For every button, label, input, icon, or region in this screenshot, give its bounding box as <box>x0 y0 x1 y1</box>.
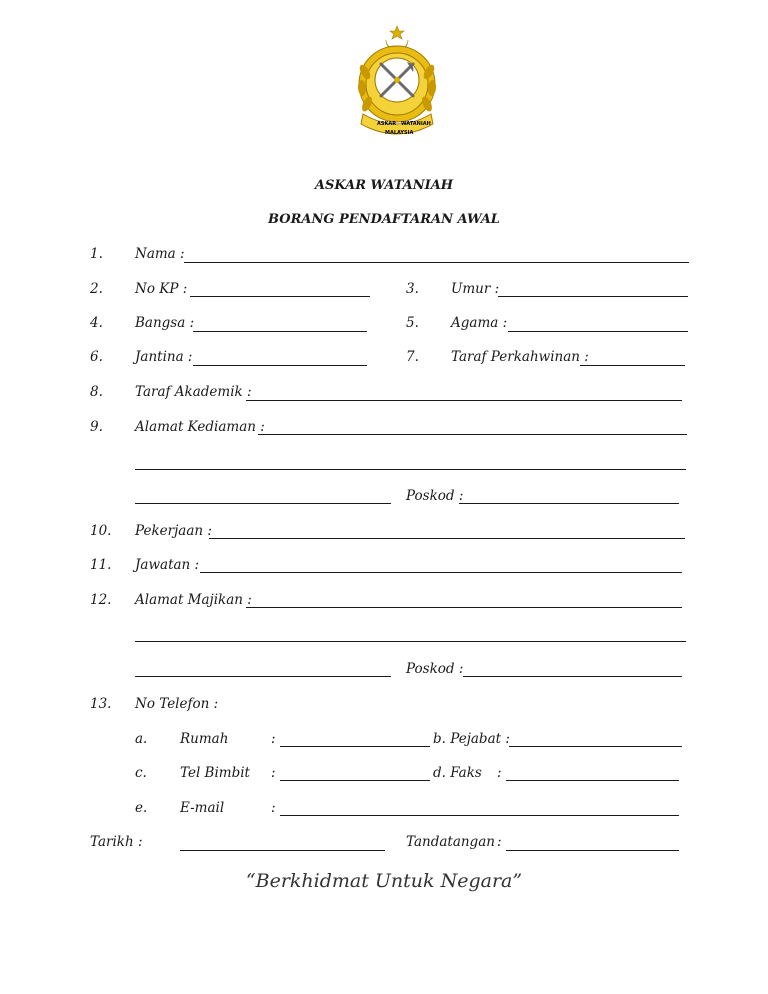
tel-bimbit-label: Tel Bimbit <box>180 765 250 781</box>
jawatan-input-line[interactable] <box>200 572 682 573</box>
jawatan-label: Jawatan : <box>135 557 200 573</box>
tandatangan-colon: : <box>497 834 502 850</box>
no-telefon-label: No Telefon : <box>135 696 219 712</box>
nama-input-line[interactable] <box>184 262 689 263</box>
taraf-akademik-label: Taraf Akademik : <box>135 384 252 400</box>
alamat-majikan-input-line-1[interactable] <box>246 607 682 608</box>
field-number-8: 8. <box>90 384 103 400</box>
alamat-majikan-label: Alamat Majikan : <box>135 592 252 608</box>
pekerjaan-input-line[interactable] <box>209 538 685 539</box>
email-input-line[interactable] <box>280 815 679 816</box>
field-number-11: 11. <box>90 557 112 573</box>
nama-label: Nama : <box>135 246 185 262</box>
tarikh-input-line[interactable] <box>180 850 385 851</box>
alamat-kediaman-input-line-3[interactable] <box>135 503 391 504</box>
field-number-2: 2. <box>90 281 103 297</box>
agama-label: Agama : <box>451 315 508 331</box>
tandatangan-input-line[interactable] <box>506 850 679 851</box>
form-subtitle: BORANG PENDAFTARAN AWAL <box>268 212 500 227</box>
alamat-majikan-poskod-input-line[interactable] <box>463 676 682 677</box>
alamat-kediaman-poskod-input-line[interactable] <box>459 503 679 504</box>
pejabat-label: b. Pejabat : <box>433 731 510 747</box>
alamat-kediaman-input-line-1[interactable] <box>258 434 687 435</box>
email-label: E-mail <box>180 800 225 816</box>
alamat-majikan-poskod-label: Poskod : <box>406 661 464 677</box>
rumah-input-line[interactable] <box>280 746 430 747</box>
alamat-kediaman-input-line-2[interactable] <box>135 469 686 470</box>
taraf-akademik-input-line[interactable] <box>246 400 682 401</box>
motto: “Berkhidmat Untuk Negara” <box>245 870 523 892</box>
tel-bimbit-input-line[interactable] <box>280 780 430 781</box>
field-number-7: 7. <box>406 349 419 365</box>
umur-input-line[interactable] <box>498 296 688 297</box>
pekerjaan-label: Pekerjaan : <box>135 523 212 539</box>
tandatangan-label: Tandatangan <box>406 834 495 850</box>
alamat-majikan-input-line-2[interactable] <box>135 641 686 642</box>
rumah-letter: a. <box>135 731 148 747</box>
rumah-label: Rumah <box>180 731 229 747</box>
form-title: ASKAR WATANIAH <box>314 178 454 193</box>
bangsa-input-line[interactable] <box>193 331 367 332</box>
rumah-colon: : <box>271 731 276 747</box>
field-number-12: 12. <box>90 592 112 608</box>
faks-label: d. Faks <box>433 765 482 781</box>
email-colon: : <box>271 800 276 816</box>
taraf-perkahwinan-label: Taraf Perkahwinan : <box>451 349 589 365</box>
jantina-input-line[interactable] <box>193 365 367 366</box>
field-number-3: 3. <box>406 281 419 297</box>
field-number-9: 9. <box>90 419 103 435</box>
jantina-label: Jantina : <box>135 349 193 365</box>
askar-wataniah-crest-icon <box>353 22 441 140</box>
alamat-kediaman-poskod-label: Poskod : <box>406 488 464 504</box>
field-number-4: 4. <box>90 315 103 331</box>
field-number-10: 10. <box>90 523 112 539</box>
tel-bimbit-colon: : <box>271 765 276 781</box>
umur-label: Umur : <box>451 281 500 297</box>
agama-input-line[interactable] <box>508 331 688 332</box>
alamat-majikan-input-line-3[interactable] <box>135 676 391 677</box>
bangsa-label: Bangsa : <box>135 315 195 331</box>
pejabat-input-line[interactable] <box>509 746 682 747</box>
email-letter: e. <box>135 800 148 816</box>
taraf-perkahwinan-input-line[interactable] <box>580 365 685 366</box>
crest-text-malaysia: MALAYSIA <box>385 130 414 136</box>
alamat-kediaman-label: Alamat Kediaman : <box>135 419 265 435</box>
field-number-13: 13. <box>90 696 112 712</box>
field-number-5: 5. <box>406 315 419 331</box>
tarikh-label: Tarikh : <box>90 834 143 850</box>
no-kp-input-line[interactable] <box>190 296 370 297</box>
field-number-1: 1. <box>90 246 103 262</box>
no-kp-label: No KP : <box>135 281 188 297</box>
faks-colon: : <box>497 765 502 781</box>
tel-bimbit-letter: c. <box>135 765 147 781</box>
field-number-6: 6. <box>90 349 103 365</box>
crest-text-wataniah: WATANIAH <box>401 121 431 127</box>
crest-text-askar: ASKAR <box>377 121 397 127</box>
faks-input-line[interactable] <box>506 780 679 781</box>
